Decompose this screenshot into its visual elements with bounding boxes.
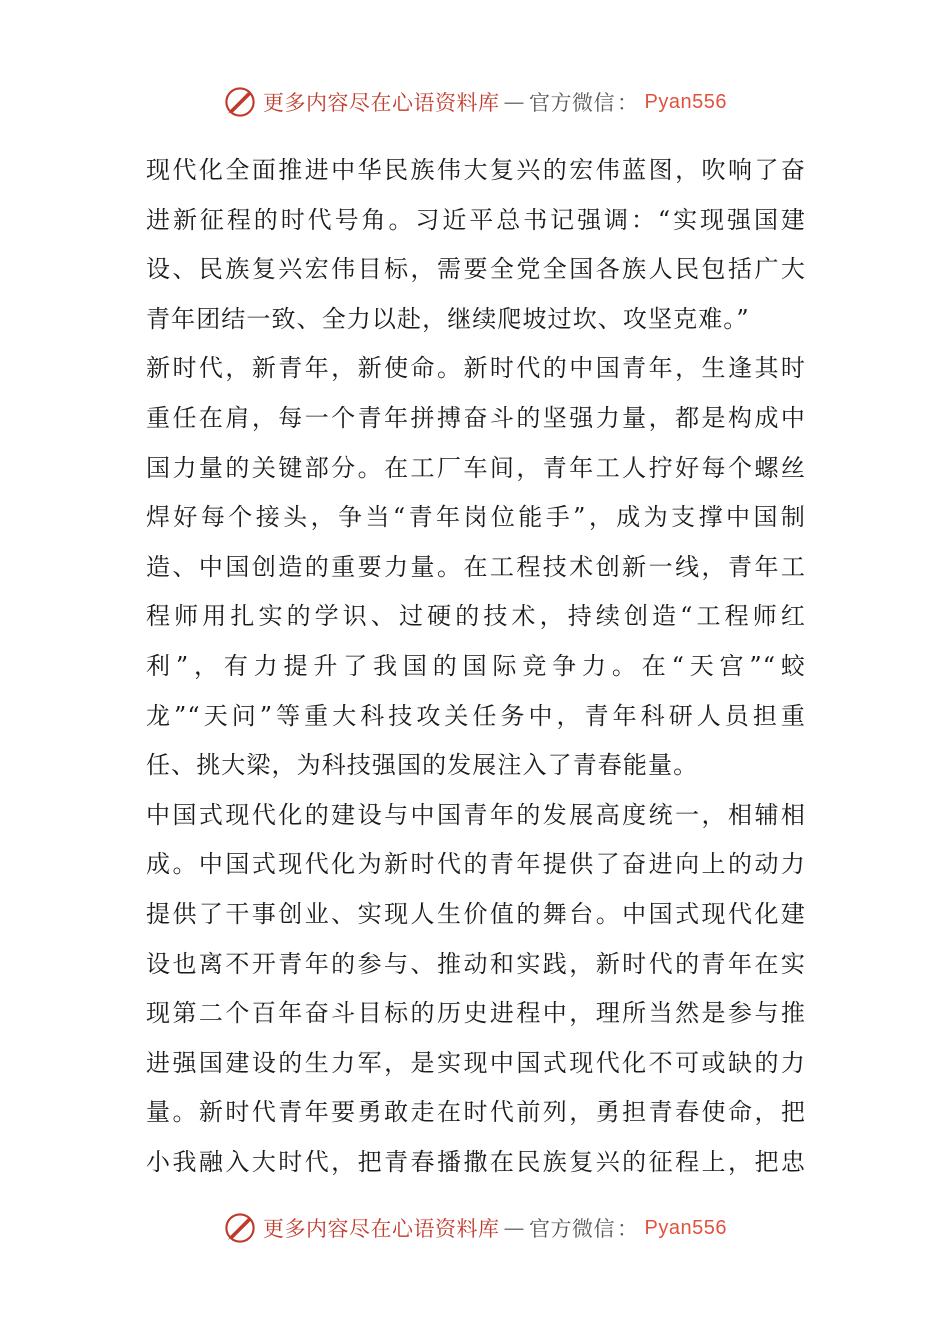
banner-colon: ： — [617, 91, 639, 115]
text-line: 设也离不开青年的参与、推动和实践，新时代的青年在实 — [146, 949, 806, 978]
text-line: 设、民族复兴宏伟目标，需要全党全国各族人民包括广大 — [146, 255, 806, 284]
banner-wechat-handle: Pyan556 — [644, 1216, 727, 1239]
banner-text: 更多内容尽在心语资料库 — [263, 91, 500, 115]
text-line: 进强国建设的生力军，是实现中国式现代化不可或缺的力 — [146, 1048, 806, 1077]
text-line: 利”，有力提升了我国的国际竞争力。在“天宫”“蛟 — [146, 651, 806, 680]
banner-wechat-label: 官方微信 — [529, 91, 616, 115]
text-line: 新时代，新青年，新使命。新时代的中国青年，生逢其时 — [146, 354, 806, 383]
text-line: 国力量的关键部分。在工厂车间，青年工人拧好每个螺丝 — [146, 453, 806, 482]
text-line: 中国式现代化的建设与中国青年的发展高度统一，相辅相 — [146, 800, 806, 829]
text-line: 青年团结一致、全力以赴，继续爬坡过坎、攻坚克难。” — [146, 304, 750, 333]
pen-nib-logo-icon — [223, 1211, 257, 1245]
banner-wechat-handle: Pyan556 — [644, 90, 727, 113]
text-line: 进新征程的时代号角。习近平总书记强调：“实现强国建 — [146, 205, 806, 234]
text-line: 量。新时代青年要勇敢走在时代前列，勇担青春使命，把 — [146, 1098, 806, 1127]
text-line: 现第二个百年奋斗目标的历史进程中，理所当然是参与推 — [146, 999, 806, 1028]
banner-separator: — — [503, 1216, 526, 1240]
text-line: 成。中国式现代化为新时代的青年提供了奋进向上的动力 — [146, 850, 806, 879]
banner-separator: — — [503, 90, 526, 114]
text-line: 提供了干事创业、实现人生价值的舞台。中国式现代化建 — [146, 899, 806, 928]
banner-colon: ： — [617, 1217, 639, 1241]
text-line: 龙”“天问”等重大科技攻关任务中，青年科研人员担重 — [146, 701, 806, 730]
text-line: 小我融入大时代，把青春播撒在民族复兴的征程上，把忠 — [146, 1147, 806, 1176]
text-line: 焊好每个接头，争当“青年岗位能手”，成为支撑中国制 — [146, 503, 806, 532]
pen-nib-logo-icon — [223, 85, 257, 119]
text-line: 任、挑大梁，为科技强国的发展注入了青春能量。 — [146, 751, 699, 780]
text-line: 造、中国创造的重要力量。在工程技术创新一线，青年工 — [146, 552, 806, 581]
document-body — [146, 146, 806, 1187]
header-watermark-banner — [0, 80, 950, 124]
banner-text: 更多内容尽在心语资料库 — [263, 1217, 500, 1241]
text-line: 重任在肩，每一个青年拼搏奋斗的坚强力量，都是构成中 — [146, 403, 806, 432]
text-line: 现代化全面推进中华民族伟大复兴的宏伟蓝图，吹响了奋 — [146, 156, 806, 184]
banner-wechat-label: 官方微信 — [529, 1217, 616, 1241]
text-line: 程师用扎实的学识、过硬的技术，持续创造“工程师红 — [146, 602, 806, 631]
footer-watermark-banner — [0, 1206, 950, 1250]
